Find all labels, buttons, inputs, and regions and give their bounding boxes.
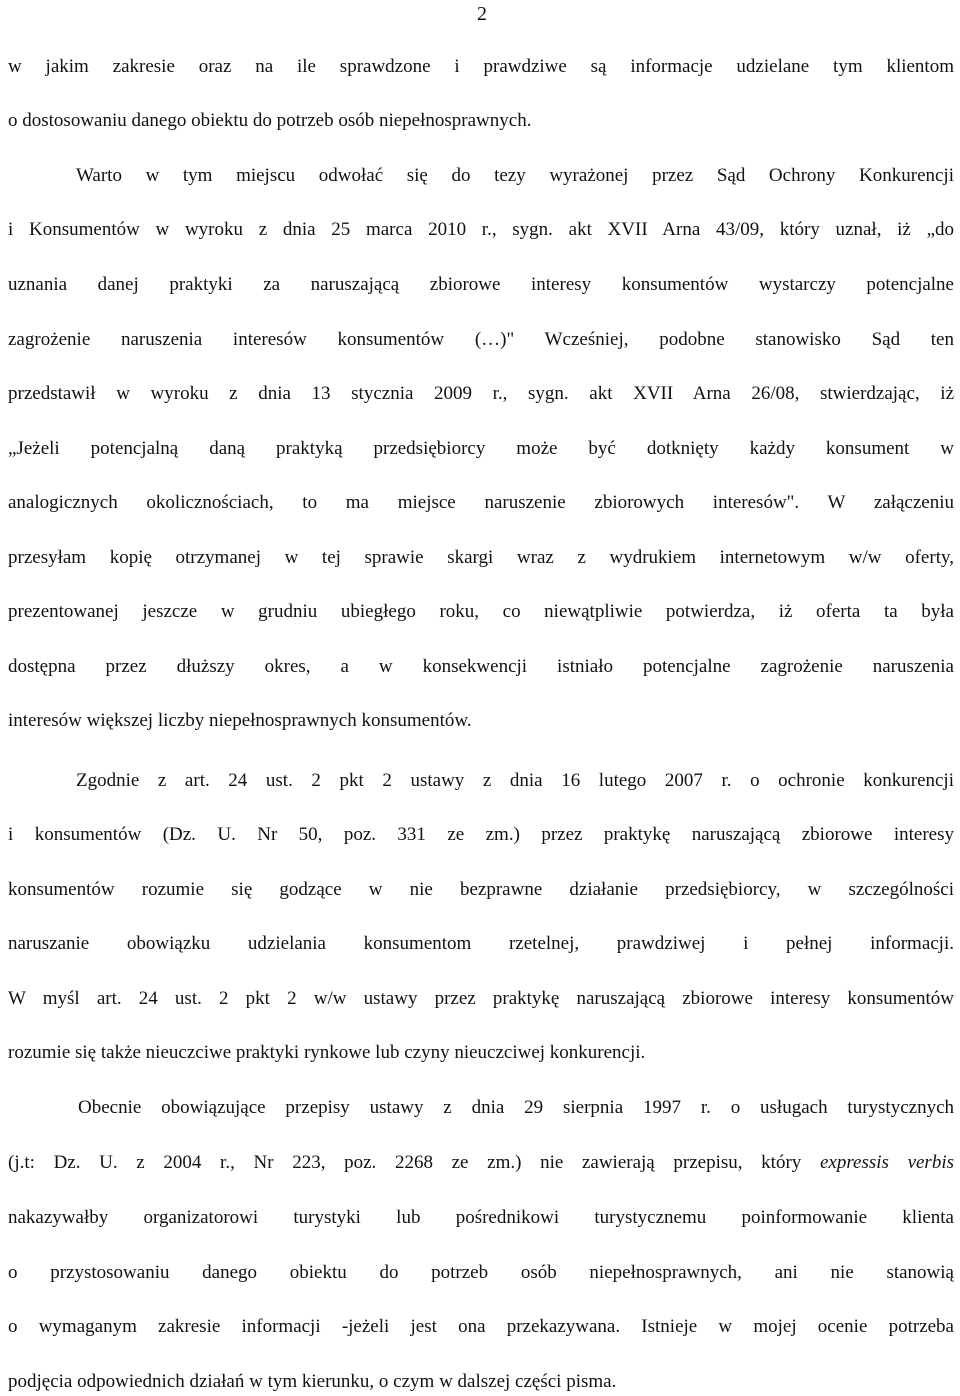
paragraph-4-line-4: o przystosowaniu danego obiektu do potrzeb osób niepełnosprawnych, ani nie stanowią — [8, 1262, 954, 1283]
paragraph-2-line-7: analogicznych okolicznościach, to ma miejsce naruszenie zbiorowych interesów". W załączeniu — [8, 492, 954, 513]
paragraph-3-line-1: Zgodnie z art. 24 ust. 2 pkt 2 ustawy z dnia 16 lutego 2007 r. o ochronie konkurencji — [76, 770, 954, 791]
paragraph-2-line-8: przesyłam kopię otrzymanej w tej sprawie skargi wraz z wydrukiem internetowym w/w oferty, — [8, 547, 954, 568]
paragraph-1-line-2: o dostosowaniu danego obiektu do potrzeb osób niepełnosprawnych. — [8, 110, 532, 131]
paragraph-3-line-3: konsumentów rozumie się godzące w nie bezprawne działanie przedsiębiorcy, w szczególności — [8, 879, 954, 900]
paragraph-2-line-4: zagrożenie naruszenia interesów konsumentów (…)" Wcześniej, podobne stanowisko Sąd ten — [8, 329, 954, 350]
paragraph-4-line-3: nakazywałby organizatorowi turystyki lub pośrednikowi turystycznemu poinformowanie klienta — [8, 1207, 954, 1228]
paragraph-2-line-5: przedstawił w wyroku z dnia 13 stycznia 2009 r., sygn. akt XVII Arna 26/08, stwierdzając, iż — [8, 383, 954, 404]
paragraph-2-line-1: Warto w tym miejscu odwołać się do tezy wyrażonej przez Sąd Ochrony Konkurencji — [76, 165, 954, 186]
paragraph-4-line-2-text: (j.t: Dz. U. z 2004 r., Nr 223, poz. 2268 ze zm.) nie zawierają przepisu, który — [8, 1152, 820, 1173]
paragraph-4-line-1: Obecnie obowiązujące przepisy ustawy z dnia 29 sierpnia 1997 r. o usługach turystycznych — [78, 1097, 954, 1118]
paragraph-2-line-9: prezentowanej jeszcze w grudniu ubiegłego roku, co niewątpliwie potwierdza, iż oferta ta była — [8, 601, 954, 622]
paragraph-2-line-6: „Jeżeli potencjalną daną praktyką przedsiębiorcy może być dotknięty każdy konsument w — [8, 438, 954, 459]
page-number: 2 — [477, 3, 487, 25]
paragraph-4-latin-phrase: expressis verbis — [819, 1152, 954, 1173]
paragraph-2-line-3: uznania danej praktyki za naruszającą zbiorowe interesy konsumentów wystarczy potencjalne — [8, 274, 954, 295]
paragraph-4-line-5: o wymaganym zakresie informacji -jeżeli jest ona przekazywana. Istnieje w mojej ocenie potrzeba — [8, 1316, 954, 1337]
paragraph-3-line-2: i konsumentów (Dz. U. Nr 50, poz. 331 ze zm.) przez praktykę naruszającą zbiorowe interesy — [8, 824, 954, 845]
paragraph-2-line-11: interesów większej liczby niepełnosprawnych konsumentów. — [8, 710, 472, 731]
paragraph-4-line-2 — [8, 1149, 954, 1177]
paragraph-3-line-6: rozumie się także nieuczciwe praktyki rynkowe lub czyny nieuczciwej konkurencji. — [8, 1042, 646, 1063]
paragraph-3-line-5: W myśl art. 24 ust. 2 pkt 2 w/w ustawy przez praktykę naruszającą zbiorowe interesy konsumentów — [8, 988, 954, 1009]
paragraph-2-line-2: i Konsumentów w wyroku z dnia 25 marca 2010 r., sygn. akt XVII Arna 43/09, który uznał, iż „do — [8, 219, 954, 240]
paragraph-4-line-6: podjęcia odpowiednich działań w tym kierunku, o czym w dalszej części pisma. — [8, 1371, 617, 1392]
paragraph-2-line-10: dostępna przez dłuższy okres, a w konsekwencji istniało potencjalne zagrożenie naruszenia — [8, 656, 954, 677]
paragraph-1-line-1: w jakim zakresie oraz na ile sprawdzone i prawdziwe są informacje udzielane tym klientom — [8, 56, 954, 77]
paragraph-3-line-4: naruszanie obowiązku udzielania konsumentom rzetelnej, prawdziwej i pełnej informacji. — [8, 933, 954, 954]
